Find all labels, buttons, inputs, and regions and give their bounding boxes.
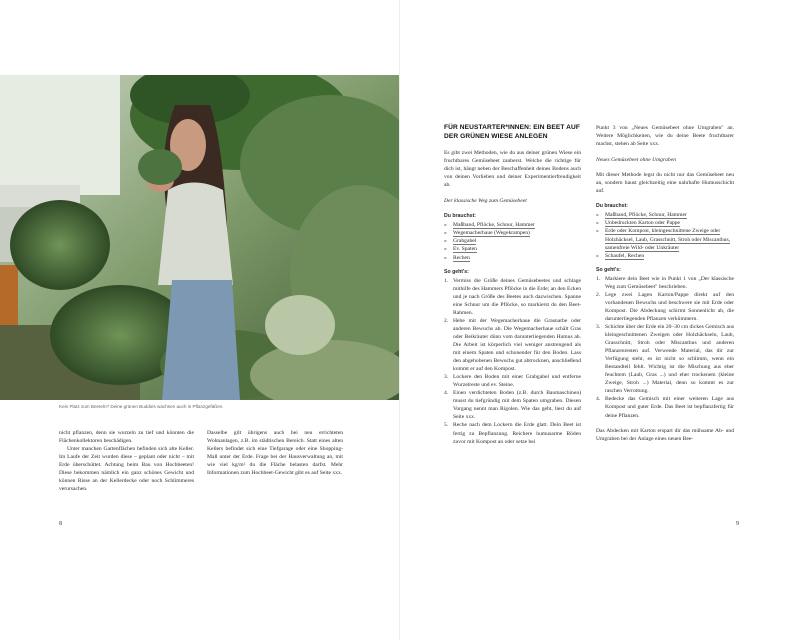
list-item: 1. Markiere dein Beet wie in Punkt 1 von „Der klassische Weg zum Gemüsebeet" beschrieben. <box>596 275 734 290</box>
paragraph: Unter manchen Gartenflächen befinden sich alte Keller. Im Laufe der Zeit wurden diese – geplant oder nicht – mit Erde überschüttet. Achtung beim Bau von Hochbeeten! Diese bekommen nämlich ein ganz schönes Gewicht und können Risse an der Kellerdecke oder noch Schlimmeres verursachen. <box>59 446 194 493</box>
intro-paragraph: Es gibt zwei Methoden, wie du aus deiner grünen Wiese ein fruchtbares Gemüsebeet zauberst. Welche die richtige für dich ist, hängt neben der Beschaffenheit deines Bodens auch von deinen Vorlieben und deiner Experimentierfreudigkeit ab. <box>444 150 581 189</box>
page-number: 9 <box>736 521 739 527</box>
paragraph: Dasselbe gilt übrigens auch bei neu errichteten Wohnanlagen, z.B. im städtischen Bereich. Statt eines alten Kellers befindet sich eine Tiefgarage oder eine Shopping-Mall unter der Erde. Frage bei der Hausverwaltung an, mit wie viel kg/m² du die Fläche belasten darfst. Mehr Informationen zum Hochbeet-Gewicht gibt es auf Seite xxx. <box>207 430 343 477</box>
list-item: 4. Einen verdichteten Boden (z.B. durch Baumaschinen) musst du tiefgründig mit dem Spaten umgraben. Diesen Vorgang nennt man Rigolen. Wie das geht, liest du auf Seite xxx. <box>444 390 581 421</box>
right-column-1 <box>444 124 581 446</box>
list-item: 3. Schichte über der Erde ein 20–30 cm dickes Gemisch aus kleingeschnittenen Zweigen oder Holzhäckseln, Laub, Grasschnitt, Stroh oder Miscanthus und anderen Pflanzenresten auf. Verwende Material, das dir zur Verfügung steht, es ist nicht so schlimm, wenn ein Bestandteil fehlt. Wichtig ist die Mischung aus eher feuchtem (Laub, Gras ...) und eher trockenem (kleine Zweige, Stroh ...) Material, denn so kommt es zur raschen Verrottung. <box>596 323 734 395</box>
paragraph: nicht pflanzen, denn sie wurzeln zu tief und könnten die Flächenkollektoren beschädigen. <box>59 430 194 445</box>
list-item: » Grabgabel <box>444 237 581 245</box>
list-item: 2. Hebe mit der Wegemacherhaue die Grasnarbe oder anderen Bewuchs ab. Die Wegemacherhaue schält Gras oder Beikräuter dünn vom darunterliegenden Humus ab. Die Arbeit ist körperlich viel weniger anstrengend als mit einem Spaten und schonender für den Boden. Lass den abgehobenen Bewuchs gut abtrocknen, anschließend kommt er auf den Kompost. <box>444 317 581 373</box>
list-item: 4. Bedecke das Gemisch mit einer weiteren Lage aus Kompost und guter Erde. Das Beet ist bepflanzfertig für deine Pflanzen. <box>596 396 734 419</box>
list-item: » Maßband, Pflöcke, Schnur, Hammer <box>444 221 581 229</box>
paragraph: Mit dieser Methode legst du nicht nur das Gemüsebeet neu an, sondern baust gleichzeitig eine nahrhafte Humusschicht auf. <box>596 172 734 195</box>
list-item: 5. Reche nach dem Lockern die Erde glatt. Dein Beet ist fertig zu Bepflanzung. Reicherе humusarme Böden zuvor mit Kompost an oder setze bei <box>444 422 581 445</box>
right-page <box>400 0 800 640</box>
list-item: 1. Vermiss die Größe deines Gemüsebeetes und schlage mithilfe des Hammers Pflöcke in die Erde; an den Ecken und je nach Größe des Beetes auch dazwischen. Spanne eine Schnur um die Pflöcke, so markierst du den Beet-Rahmen. <box>444 277 581 316</box>
tools-list <box>444 221 581 261</box>
list-item: 2. Lege zwei Lagen Karton/Pappe direkt auf den vorhandenen Bewuchs und beschwere sie mit Erde oder Kompost. Die Abdeckung schirmt Sonnenlicht ab, die darunterliegenden Pflanzen verkümmern. <box>596 291 734 322</box>
garden-photo <box>0 75 400 400</box>
tools-list <box>596 211 734 259</box>
list-item: » Maßband, Pflöcke, Schnur, Hammer <box>596 211 734 219</box>
list-item: » Wegemacherhaue (Wegekrampen) <box>444 229 581 237</box>
steps-list <box>596 275 734 420</box>
method-title: Der klassische Weg zum Gemüsebeet <box>444 198 527 205</box>
list-item: » Rechen <box>444 254 581 262</box>
steps-list <box>444 277 581 446</box>
left-column-1 <box>59 429 194 493</box>
list-item: » Ev. Spaten <box>444 245 581 253</box>
list-item: » Erde oder Kompost, kleingeschnittene Zweige oder Holzhäcksel, Laub, Grasschnitt, Stroh oder Miscanthus, samenfreie Wild- oder Unkräuter <box>596 227 734 251</box>
left-column-2 <box>207 429 343 477</box>
needs-label: Du brauchst: <box>596 203 628 210</box>
paragraph: Punkt 3 von „Neues Gemüsebeet ohne Umgraben" an. Weitere Möglichkeiten, wie du deine Beete fruchtbarer machst, stehen ab Seite xxx. <box>596 125 734 148</box>
section-heading: FÜR NEUSTARTER*INNEN: EIN BEET AUF DER GRÜNEN WIESE ANLEGEN <box>444 124 581 140</box>
howto-label: So geht's: <box>444 268 469 275</box>
list-item: 3. Lockere den Boden mit einer Grabgabel und entferne Wurzelreste und ev. Steine. <box>444 374 581 389</box>
needs-label: Du brauchst: <box>444 213 476 220</box>
howto-label: So geht's: <box>596 266 621 273</box>
method-title: Neues Gemüsebeet ohne Umgraben <box>596 157 677 164</box>
right-column-2 <box>596 124 734 443</box>
paragraph: Das Abdecken mit Karton erspart dir das mühsame Ab- und Umgraben bei der Anlage eines neuen Bee- <box>596 427 734 442</box>
photo-caption: Kein Platz zum Beeteln? Deine grünen Buddies wachsen auch in Pflanzgefäßen. <box>59 404 224 409</box>
list-item: » Schaufel, Rechen <box>596 252 734 260</box>
page-number: 8 <box>59 521 62 527</box>
list-item: » Unbedruckten Karton oder Pappe <box>596 219 734 227</box>
